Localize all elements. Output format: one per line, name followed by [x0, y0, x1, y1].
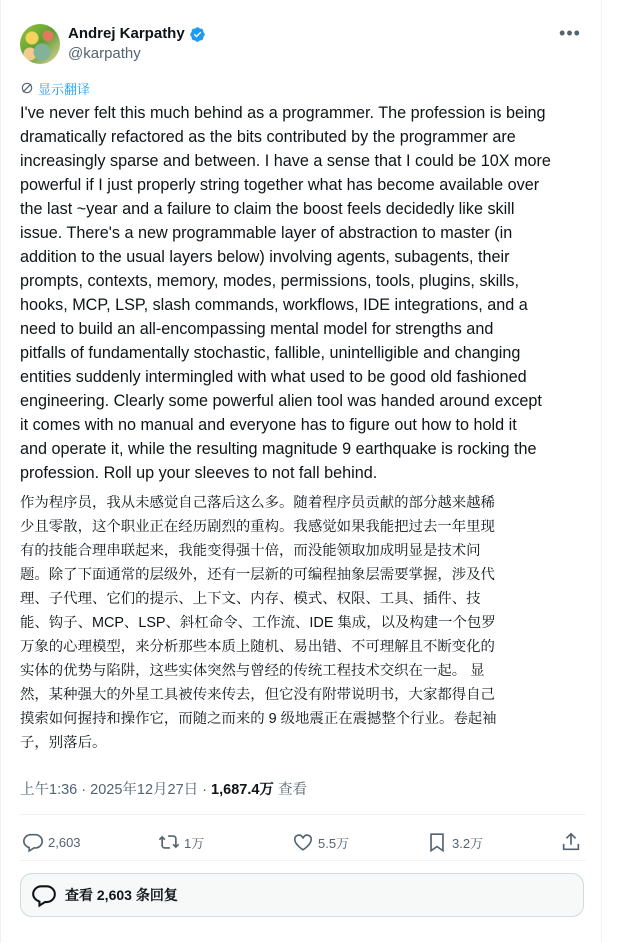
- divider-bottom: [20, 860, 586, 861]
- share-icon: [560, 831, 582, 853]
- view-label: 查看: [273, 782, 307, 798]
- reply-button[interactable]: [22, 828, 81, 856]
- repost-icon: [158, 831, 180, 853]
- frame-border-left: [0, 0, 1, 943]
- repost-count: 1万: [184, 835, 205, 851]
- like-button[interactable]: [292, 828, 349, 856]
- bookmark-button[interactable]: [426, 828, 483, 856]
- translate-icon: [20, 81, 34, 95]
- meta-separator: ·: [77, 782, 91, 798]
- author-name[interactable]: Andrej Karpathy: [68, 25, 185, 42]
- post-text-english: I've never felt this much behind as a programmer. The profession is being dramatically refactored as the bits contributed by the programmer are increasingly sparse and between. I have a sense that I could be 10X more powerful if I just properly string together what has become available over the last ~year and a failure to claim the boost feels decidedly like skill issue. There's a new programmable layer of abstraction to master (in addition to the usual layers below) involving agents, subagents, their prompts, contexts, memory, modes, permissions, tools, plugins, skills, hooks, MCP, LSP, slash commands, workflows, IDE integrations, and a need to build an all-encompassing mental model for strengths and pitfalls of fundamentally stochastic, fallible, unintelligible and changing entities suddenly intermingled with what used to be good old fashioned engineering. Clearly some powerful alien tool was handed around except it comes with no manual and everyone has to figure out how to hold it and operate it, while the resulting magnitude 9 earthquake is rocking the profession. Roll up your sleeves to not fall behind.: [20, 104, 551, 482]
- post-date[interactable]: 2025年12月27日: [90, 782, 199, 798]
- frame-border-right: [601, 0, 602, 943]
- bookmark-count: 3.2万: [452, 835, 484, 851]
- translate-label[interactable]: 显示翻译: [38, 81, 91, 97]
- verified-badge-icon[interactable]: [189, 26, 206, 43]
- meta-separator-2: ·: [198, 782, 212, 798]
- avatar[interactable]: [20, 24, 60, 64]
- view-replies-button[interactable]: [20, 873, 584, 917]
- share-button[interactable]: [560, 828, 582, 856]
- post-meta: [20, 780, 307, 800]
- view-replies-label: 查看 2,603 条回复: [65, 887, 178, 903]
- divider-top: [20, 814, 586, 815]
- conversation-icon: [31, 882, 57, 908]
- author-name-row: [68, 24, 206, 44]
- post-header: [20, 24, 586, 66]
- heart-icon: [292, 831, 314, 853]
- author-handle[interactable]: @karpathy: [68, 45, 141, 62]
- more-icon[interactable]: •••: [559, 23, 581, 43]
- translate-link[interactable]: [20, 79, 90, 97]
- post-time[interactable]: 上午1:36: [20, 782, 78, 798]
- bookmark-icon: [426, 831, 448, 853]
- like-count: 5.5万: [318, 835, 350, 851]
- reply-icon: [22, 831, 44, 853]
- action-bar: [20, 828, 586, 856]
- view-count[interactable]: 1,687.4万: [211, 782, 274, 798]
- post-text-chinese: 作为程序员，我从未感觉自己落后这么多。随着程序员贡献的部分越来越稀 少且零散，这个职业正在经历剧烈的重构。我感觉如果我能把过去一年里现 有的技能合理串联起来，我能变得强十倍，而没能领取加成明显是技术问 题。除了下面通常的层级外，还有一层新的可编程抽象层需要掌握，涉及代 理、子代理、它们的提示、上下文、内存、模式、权限、工具、插件、技 能、钩子、MCP、LSP、斜杠命令、工作流、IDE 集成，以及构建一个包罗 万象的心理模型，来分析那些本质上随机、易出错、不可理解且不断变化的 实体的优势与陷阱，这些实体突然与曾经的传统工程技术交织在一起。 显 然，某种强大的外星工具被传来传去，但它没有附带说明书，大家都得自己 摸索如何握持和操作它，而随之而来的 9 级地震正在震撼整个行业。卷起袖 子，别落后。: [20, 495, 497, 751]
- reply-count: 2,603: [48, 834, 81, 850]
- repost-button[interactable]: [158, 828, 204, 856]
